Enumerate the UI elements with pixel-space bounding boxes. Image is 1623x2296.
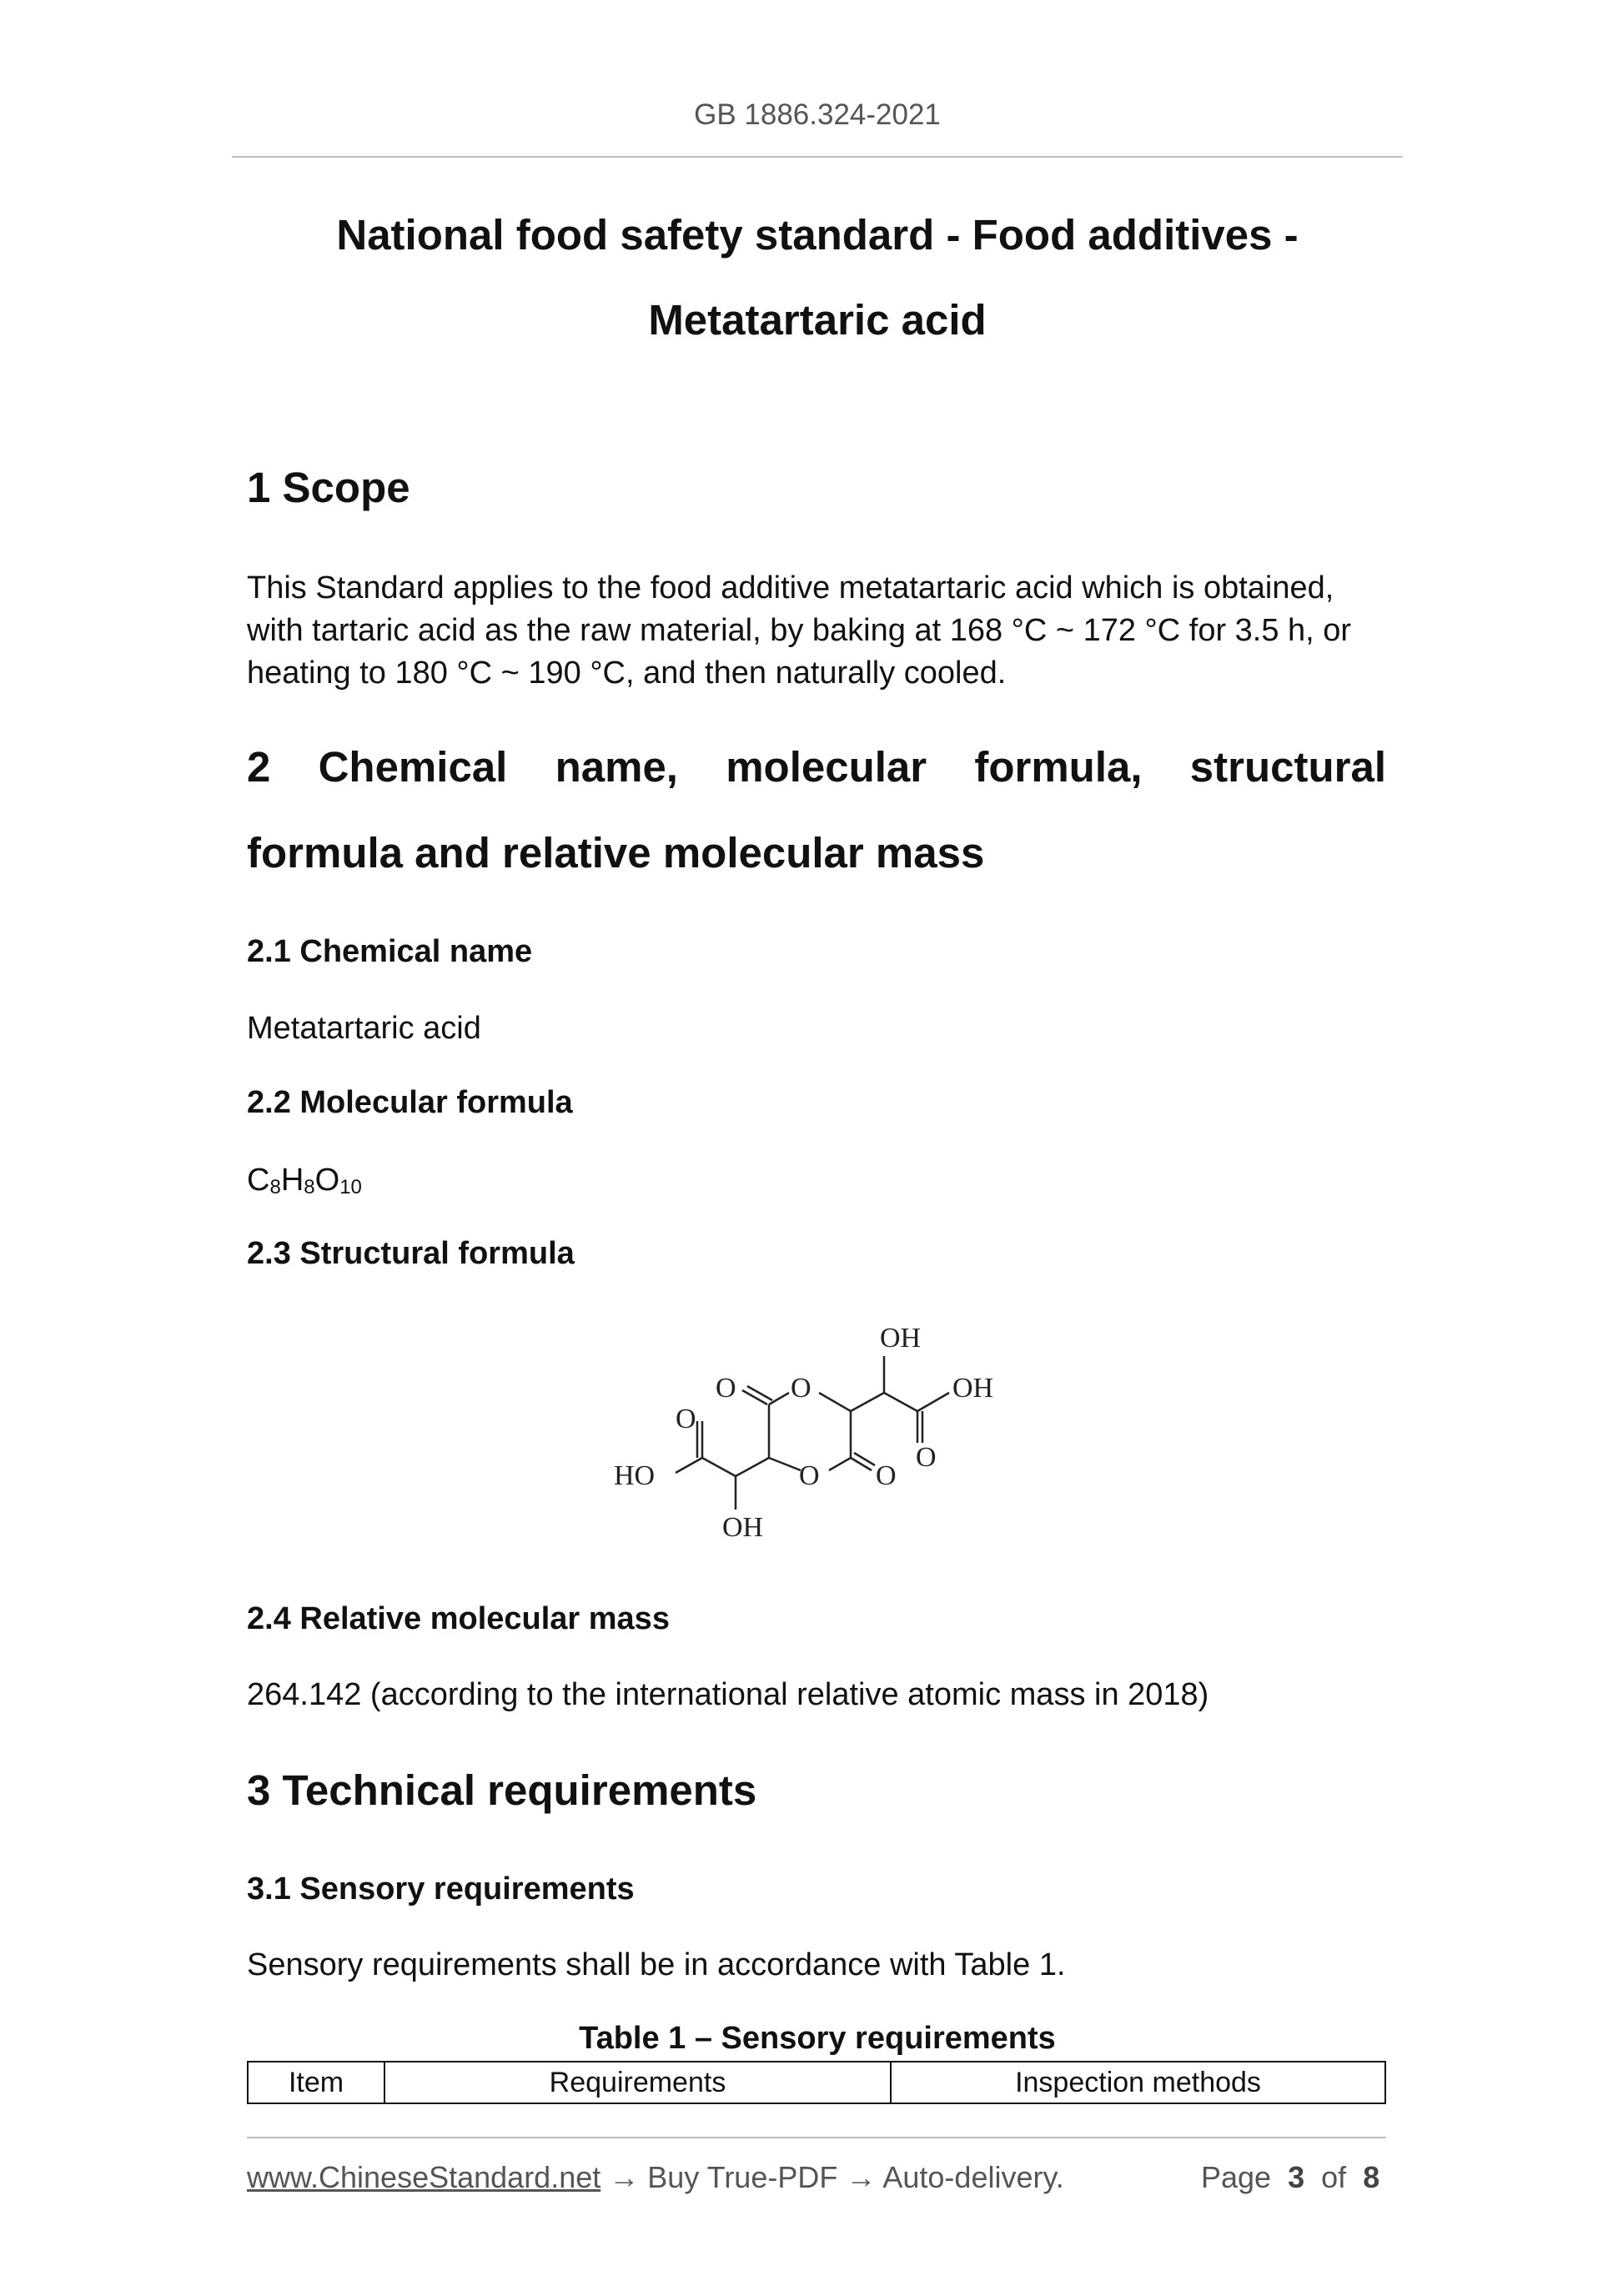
subsection-2-2-heading: 2.2 Molecular formula xyxy=(247,1085,573,1120)
table-header-inspection-methods: Inspection methods xyxy=(891,2062,1385,2103)
footer-left xyxy=(247,2160,1064,2195)
arrow-icon: → xyxy=(609,2160,640,2194)
table-header-requirements: Requirements xyxy=(384,2062,891,2103)
current-page: 3 xyxy=(1288,2160,1305,2194)
subsection-3-1-heading: 3.1 Sensory requirements xyxy=(247,1871,635,1907)
scope-paragraph xyxy=(247,567,1386,695)
section-1-heading: 1 Scope xyxy=(247,464,410,511)
scope-line-3: heating to 180 °C ~ 190 °C, and then naturally cooled. xyxy=(247,656,1007,691)
label-carbonyl-o-right: O xyxy=(876,1460,897,1491)
subsection-2-1-heading: 2.1 Chemical name xyxy=(247,934,533,969)
section-2-heading-line1: 2 Chemical name, molecular formula, structural xyxy=(247,743,1386,791)
scope-line-1: This Standard applies to the food additive metatartaric acid which is obtained, xyxy=(247,570,1334,605)
sensory-requirements-table xyxy=(247,2061,1386,2104)
section-3-heading: 3 Technical requirements xyxy=(247,1766,757,1814)
arrow-icon: → xyxy=(846,2160,877,2194)
subsection-2-4-heading: 2.4 Relative molecular mass xyxy=(247,1601,670,1636)
table-header-item: Item xyxy=(248,2062,384,2103)
subsection-2-3-heading: 2.3 Structural formula xyxy=(247,1236,575,1271)
total-pages: 8 xyxy=(1363,2160,1380,2194)
label-carboxyl-o-left: O xyxy=(676,1404,696,1434)
structural-formula-diagram xyxy=(600,1309,1034,1560)
label-carbonyl-o-left: O xyxy=(716,1373,736,1404)
label-oh-top: OH xyxy=(880,1323,922,1354)
chemical-name-text: Metatartaric acid xyxy=(247,1011,481,1046)
header-rule xyxy=(232,156,1403,158)
table-header-row xyxy=(248,2062,1385,2103)
molecular-mass-text: 264.142 (according to the international relative atomic mass in 2018) xyxy=(247,1677,1209,1712)
footer-website-link[interactable]: www.ChineseStandard.net xyxy=(247,2160,601,2194)
label-carboxyl-o-right: O xyxy=(916,1442,937,1473)
running-header: GB 1886.324-2021 xyxy=(694,98,941,131)
label-ho-left: HO xyxy=(614,1460,656,1491)
label-ring-o-top: O xyxy=(791,1373,812,1404)
section-2-heading-line2: formula and relative molecular mass xyxy=(247,829,985,877)
table-1-caption: Table 1 – Sensory requirements xyxy=(579,2021,1056,2056)
page-indicator: Page 3 of 8 xyxy=(1201,2160,1380,2194)
label-oh-right: OH xyxy=(952,1373,994,1404)
footer-buy-text: Buy True-PDF xyxy=(647,2160,838,2194)
label-ring-o-bottom: O xyxy=(799,1460,820,1491)
document-title-line2: Metatartaric acid xyxy=(648,296,987,344)
scope-line-2: with tartaric acid as the raw material, by baking at 168 °C ~ 172 °C for 3.5 h, or xyxy=(247,613,1352,648)
footer-rule xyxy=(247,2137,1386,2138)
sensory-text: Sensory requirements shall be in accordance with Table 1. xyxy=(247,1947,1066,1982)
molecular-formula: $C_8H_8O_{10}$ xyxy=(247,1163,362,1198)
document-title-line1: National food safety standard - Food additives - xyxy=(336,211,1299,259)
footer-delivery-text: Auto-delivery. xyxy=(882,2160,1064,2194)
label-oh-bottom: OH xyxy=(722,1512,764,1543)
